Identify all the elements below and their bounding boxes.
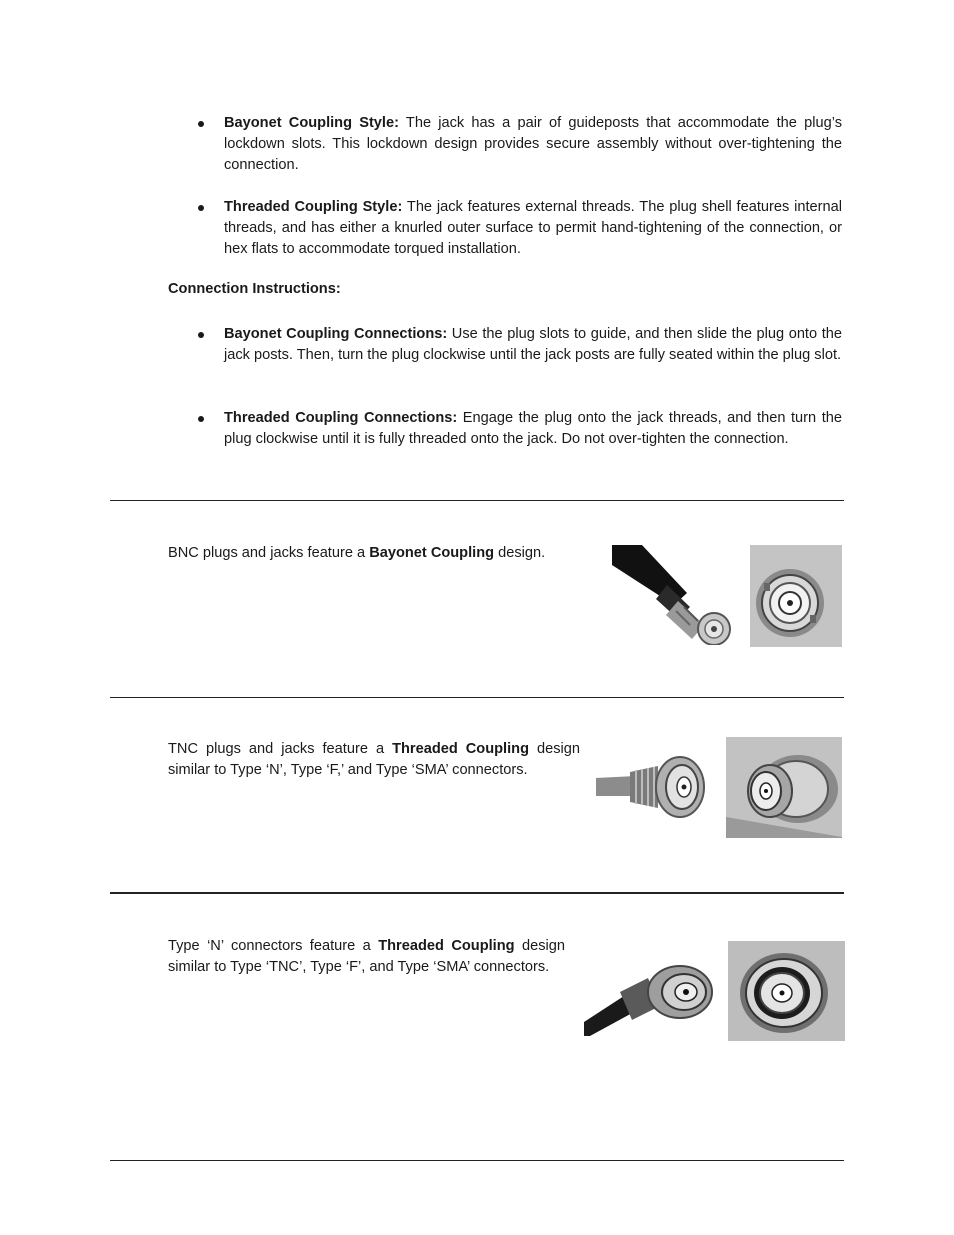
bnc-description bbox=[168, 543, 568, 564]
text: BNC plugs and jacks feature a bbox=[168, 545, 370, 561]
section-divider bbox=[110, 500, 844, 501]
bullet-bayonet-style bbox=[168, 113, 842, 176]
bullet-label: Threaded Coupling Connections: bbox=[224, 410, 458, 426]
section-divider bbox=[110, 697, 844, 698]
bullet-bayonet-connections bbox=[168, 324, 842, 366]
bnc-jack-photo bbox=[750, 545, 842, 647]
text: design similar to Type ‘TNC’, Type ‘F’, and Type ‘SMA’ connectors. bbox=[168, 938, 565, 975]
type-n-jack-photo bbox=[728, 941, 845, 1041]
tnc-description bbox=[168, 739, 580, 781]
type-n-plug-photo bbox=[584, 962, 716, 1036]
bullet-label: Bayonet Coupling Style: bbox=[224, 115, 399, 131]
bullet-label: Threaded Coupling Style: bbox=[224, 199, 403, 215]
bullet-text: The jack features external threads. The plug shell features internal threads, and has either a knurled outer surface to permit hand-tightening of the connection, or hex flats to accommodate torqued installation. bbox=[224, 199, 842, 257]
section-divider bbox=[110, 892, 844, 894]
bold-text: Bayonet Coupling bbox=[369, 545, 495, 561]
bullet-threaded-connections bbox=[168, 408, 842, 450]
bullet-text: Use the plug slots to guide, and then slide the plug onto the jack posts. Then, turn the plug clockwise until the jack posts are fully seated within the plug slot. bbox=[224, 326, 842, 363]
bullet-dot bbox=[198, 121, 204, 127]
bnc-plug-photo bbox=[612, 545, 734, 645]
bullet-text: The jack has a pair of guideposts that accommodate the plug’s lockdown slots. This lockdown design provides secure assembly without over-tightening the connection. bbox=[224, 115, 842, 173]
bold-text: Threaded Coupling bbox=[392, 741, 529, 757]
bullet-threaded-style bbox=[168, 197, 842, 260]
bullet-dot bbox=[198, 416, 204, 422]
type-n-description bbox=[168, 936, 565, 978]
bullet-dot bbox=[198, 205, 204, 211]
bullet-dot bbox=[198, 332, 204, 338]
bold-text: Threaded Coupling bbox=[378, 938, 515, 954]
text: design. bbox=[494, 545, 546, 561]
text: TNC plugs and jacks feature a bbox=[168, 741, 393, 757]
text: design similar to Type ‘N’, Type ‘F,’ and Type ‘SMA’ connectors. bbox=[168, 741, 581, 778]
bullet-text: Engage the plug onto the jack threads, and then turn the plug clockwise until it is fully threaded onto the jack. Do not over-tighten the connection. bbox=[224, 410, 842, 447]
page-footer-rule bbox=[110, 1160, 844, 1161]
bullet-label: Bayonet Coupling Connections: bbox=[224, 326, 448, 342]
text: Type ‘N’ connectors feature a bbox=[168, 938, 379, 954]
connection-instructions-heading: Connection Instructions: bbox=[168, 281, 341, 297]
tnc-jack-photo bbox=[726, 737, 842, 838]
tnc-plug-photo bbox=[596, 752, 708, 822]
